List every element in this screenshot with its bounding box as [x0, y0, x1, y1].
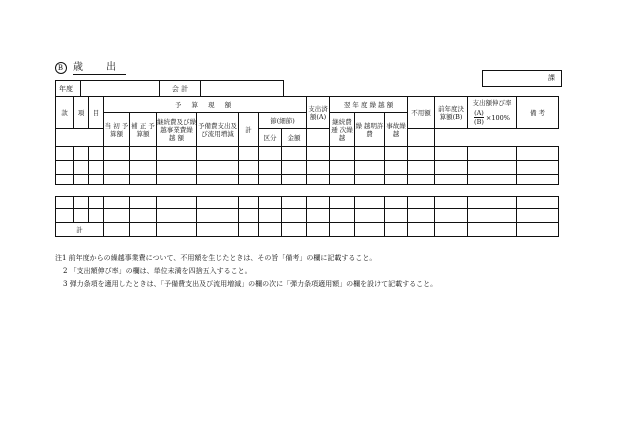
- note-3: 3 弾力条項を適用したときは、「予備費支出及び流用増減」の欄の次に「弾力条項適用額」の欄を設けて記載すること。: [63, 280, 438, 288]
- shinritsu-a: (A): [474, 109, 484, 117]
- col-jiko: 事故繰越: [385, 113, 408, 147]
- col-shishutsu: 支出済額(A): [307, 97, 330, 129]
- year-field[interactable]: [81, 81, 160, 97]
- notes: [55, 252, 437, 291]
- note-1: 注1 前年度からの繰越事業費について、不用額を生じたときは、その旨「備考」の欄に記載すること。: [55, 254, 377, 262]
- note-2: 2 「支出額伸び率」の欄は、単位未満を四捨五入すること。: [63, 267, 252, 275]
- table-row[interactable]: [56, 197, 559, 209]
- title-label: 歳 出: [73, 62, 127, 73]
- table-gap-row: [56, 185, 559, 197]
- col-zennendo: 前年度決算額(B): [435, 97, 468, 129]
- col-bikou: 備 考: [517, 97, 559, 129]
- shinritsu-title: 支出額伸び率: [472, 99, 512, 107]
- col-kei: 計: [239, 113, 259, 147]
- account-label: 会 計: [160, 81, 201, 97]
- col-kan: 款: [56, 97, 74, 129]
- col-fuyou: 不用額: [408, 97, 435, 129]
- col-keizokuhi: 継続費逓 次繰 越: [330, 113, 355, 147]
- col-yokunendo: 翌 年 度 繰 越 額: [330, 97, 408, 113]
- col-yosan-gengaku: 予 算 現 額: [104, 97, 307, 113]
- total-label: 計: [56, 223, 104, 237]
- table-row[interactable]: [56, 175, 559, 185]
- col-shinritsu: [468, 97, 517, 129]
- shinritsu-b: (B): [474, 118, 484, 126]
- expenditure-table: [55, 96, 559, 237]
- department-box[interactable]: [482, 70, 562, 87]
- year-label: 年度: [56, 81, 81, 97]
- shinritsu-pct: ×100%: [485, 113, 510, 122]
- col-moku: 目: [89, 97, 104, 129]
- form-title: [55, 58, 126, 74]
- col-hosei: 補 正 予算額: [130, 113, 157, 147]
- table-row[interactable]: [56, 161, 559, 175]
- header-info-table: [55, 80, 284, 97]
- col-kingaku: 金額: [282, 129, 307, 147]
- department-label: 課: [548, 74, 555, 82]
- total-row[interactable]: [56, 223, 559, 237]
- col-tousho: 当 初 予算額: [104, 113, 130, 147]
- col-kubun: 区分: [259, 129, 282, 147]
- table-row[interactable]: [56, 147, 559, 161]
- table-row[interactable]: [56, 209, 559, 223]
- col-kou: 項: [74, 97, 89, 129]
- account-field[interactable]: [201, 81, 284, 97]
- col-setsu: 節(細節): [259, 113, 307, 129]
- col-keizoku: 継続費及び繰越事業費繰 越 額: [157, 113, 197, 147]
- col-yobihi: 予備費支出及び流用増減: [197, 113, 239, 147]
- col-meikyo: 繰 越明許費: [355, 113, 385, 147]
- header-spacer: [56, 129, 104, 147]
- shinritsu-formula: [468, 109, 516, 126]
- circled-b-mark: B: [55, 62, 67, 74]
